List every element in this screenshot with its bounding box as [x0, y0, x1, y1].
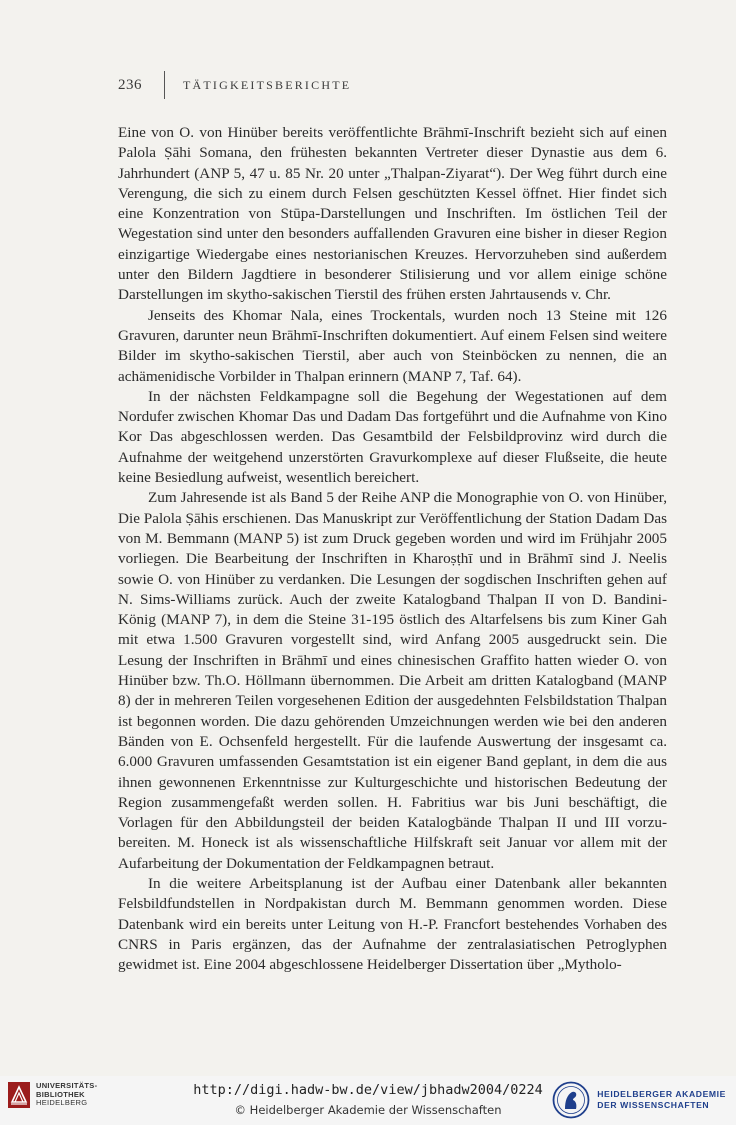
header-divider: [164, 71, 165, 99]
hadw-line-1: HEIDELBERGER AKADEMIE: [597, 1089, 726, 1099]
paragraph-3: In der nächsten Feldkampagne soll die Begehung der Wegestationen auf dem Nordufer zwischen Khomar Das und Dadam Das fortgeführt und die Aufnahme von Kino Kor Das abgeschlossen werden. Das Gesamtbild der Felsbildprovinz wird durch die Aufnahme der weitgehend unzerstörten Gravurkomplexe auf dieser Flußseite, die heute keine Besiedlung aufweist, wesentlich bereichert.: [118, 387, 667, 487]
paragraph-4: Zum Jahresende ist als Band 5 der Reihe ANP die Monographie von O. von Hinüber, Die Palola Ṣāhis erschienen. Das Manuskript zur Veröffentlichung der Station Dadam Das von M. Bemmann (MANP 5) ist zum Druck gegeben worden und wird im Frühjahr 2005 vorliegen. Die Bearbeitung der Inschriften in Kharoṣṭhī und in Brāhmī sind J. Neelis sowie O. von Hinüber zu verdanken. Die Lesungen der sogdischen Inschriften gehen auf N. Sims-Williams zurück. Auch der zweite Katalogband Thalpan II von D. Bandini-König (MANP 7), in dem die Steine 31-195 östlich des Altarfelsens bis zum Kiner Gah mit etwa 1.500 Gravuren vorgestellt sind, wird Anfang 2005 ausgedruckt sein. Die Lesung der Inschriften in Brāhmī und eines chinesischen Graffito hatten wieder O. von Hinüber bzw. Th.O. Höllmann übernommen. Die Arbeit am dritten Katalogband (MANP 8) der in mehreren Teilen vorgesehenen Edition der ausgedehnten Felsbildstation Thalpan ist begonnen worden. Die dazu gehörenden Umzeichnungen werden wie bei den anderen Bänden von E. Ochsenfeld hergestellt. Für die laufende Auswertung der insgesamt ca. 6.000 Gravuren umfassenden Gesamtstation ist ein eigener Band geplant, in dem die aus ihnen gewonnenen Erkenntnisse zur Kulturgeschichte und historischen Bedeutung der Region zusammengefaßt werden sollen. H. Fabritius war bis Juni beschäftigt, die Vorlagen für den Abbildungsteil der beiden Katalogbände Thalpan II und III vorzubereiten. M. Honeck ist als wissenschaftliche Hilfskraft seit Januar vor allem mit der Aufarbeitung der Dokumentation der Feldkampagnen betraut.: [118, 489, 667, 872]
viewer-footer: [0, 1076, 736, 1125]
ub-line-3: HEIDELBERG: [36, 1098, 88, 1108]
body-text: [118, 123, 667, 975]
permalink-url[interactable]: http://digi.hadw-bw.de/view/jbhadw2004/0224: [193, 1082, 543, 1098]
ub-line-1: UNIVERSITÄTS-: [36, 1081, 98, 1091]
hadw-line-2: DER WISSENSCHAFTEN: [597, 1100, 710, 1110]
ub-line-2: BIBLIOTHEK: [36, 1089, 85, 1099]
hadw-wordmark: [597, 1089, 726, 1111]
paragraph-1: Eine von O. von Hinüber bereits veröffentlichte Brāhmī-Inschrift bezieht sich auf einen Palola Ṣāhi Somana, den frühesten bekannten Vertreter dieser Dynastie aus dem 6. Jahrhundert (ANP 5, 47 u. 85 Nr. 20 unter „Thalpan-Ziyarat“). Der Weg führt durch eine Verengung, die sich zu einem durch Felsen geschützten Kessel öffnet. Hier findet sich eine Konzentration von Stūpa-Darstellungen und Inschriften. Im östlichen Teil der Wegestation sind unter den besonders auffallenden Gravuren eine bisher in dieser Region einzigartige Wiedergabe eines nestorianischen Kreuzes. Hervorzuheben sind außerdem unter den Bildern Jagdtiere in besonderer Stilisierung und vor allem einige schöne Darstellungen im skytho-sakischen Tierstil des frühen ersten Jahrtausends v. Chr.: [118, 124, 667, 304]
copyright-notice: © Heidelberger Akademie der Wissenschaften: [234, 1103, 502, 1117]
hadw-seal-icon: [552, 1081, 590, 1119]
running-header: [118, 72, 351, 98]
page-number: 236: [118, 76, 142, 93]
hadw-logo[interactable]: [552, 1081, 726, 1119]
paragraph-5: In die weitere Arbeitsplanung ist der Aufbau einer Datenbank aller bekannten Felsbildfundstellen in Nordpakistan durch M. Bemmann genommen worden. Diese Datenbank wird ein bereits unter Leitung von H.-P. Francfort bestehendes Vorhaben des CNRS in Paris ergänzen, das der Aufnahme der zentralasiatischen Petroglyphen gewidmet ist. Eine 2004 abgeschlossene Heidelberger Dissertation über „Mytholo-: [118, 874, 667, 974]
running-head-title: TÄTIGKEITSBERICHTE: [183, 77, 352, 92]
paragraph-2: Jenseits des Khomar Nala, eines Trockentals, wurden noch 13 Steine mit 126 Gravuren, darunter neun Brāhmī-Inschriften dokumentiert. Auf einem Felsen sind weitere Bilder im skytho-sakischen Tierstil, aber auch von Steinböcken zu nennen, die an achämenidische Vorbilder in Thalpan erinnern (MANP 7, Taf. 64).: [118, 306, 667, 385]
